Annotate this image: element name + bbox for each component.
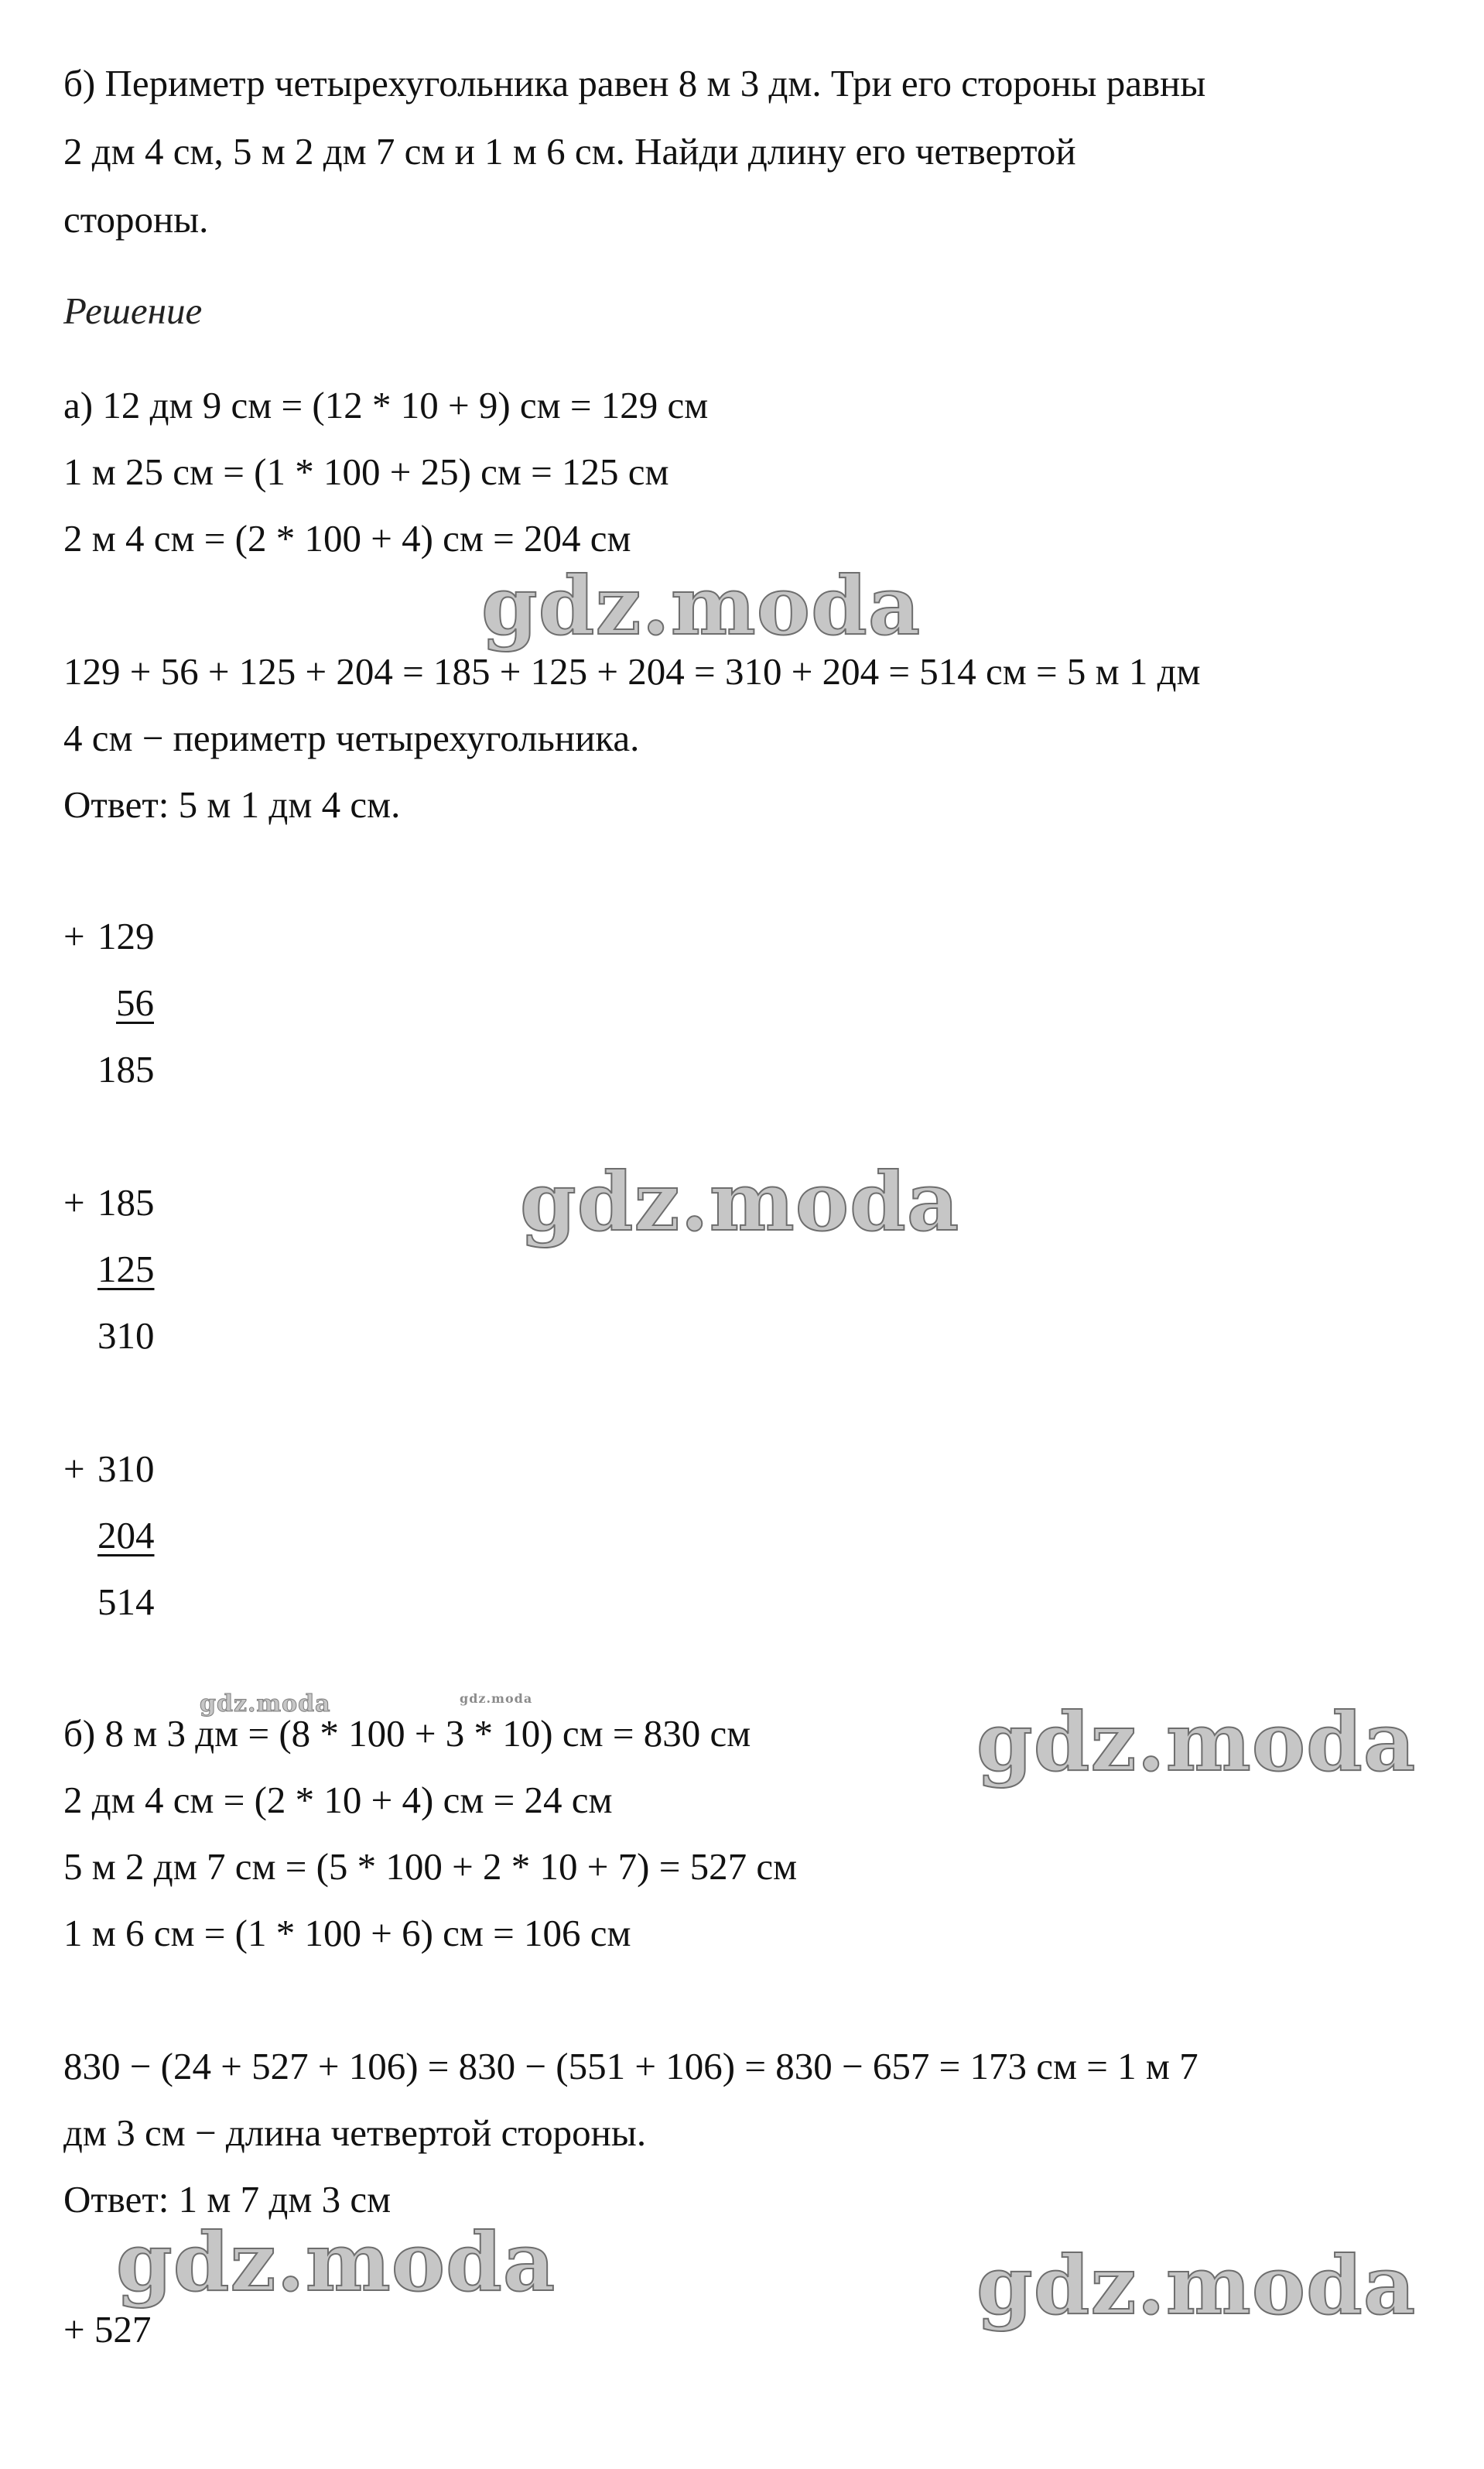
- watermark-6: gdz.moda: [200, 1690, 331, 1717]
- part-a-conversion-2: 1 м 25 см = (1 * 100 + 25) см = 125 см: [63, 450, 669, 493]
- problem-b-line-2: 2 дм 4 см, 5 м 2 дм 7 см и 1 м 6 см. Найди длину его четвертой: [63, 130, 1076, 173]
- column-2-result: 310: [97, 1314, 155, 1357]
- problem-b-line-1: б) Периметр четырехугольника равен 8 м 3 дм. Три его стороны равны: [63, 62, 1206, 104]
- watermark-3: gdz.moda: [976, 1694, 1417, 1789]
- part-b-conversion-2: 2 дм 4 см = (2 * 10 + 4) см = 24 см: [63, 1779, 613, 1821]
- column-1-addend-b: 56: [116, 981, 154, 1024]
- part-b-calc-line-2: дм 3 см − длина четвертой стороны.: [63, 2111, 647, 2154]
- part-b-column-start: + 527: [63, 2308, 152, 2351]
- watermark-2: gdz.moda: [520, 1154, 960, 1249]
- watermark-5: gdz.moda: [976, 2238, 1417, 2333]
- column-3-operator: +: [63, 1447, 85, 1490]
- watermark-1: gdz.moda: [481, 558, 922, 653]
- column-1-result: 185: [97, 1048, 155, 1091]
- column-3-addend-a: 310: [97, 1447, 155, 1490]
- column-2-addend-a: 185: [97, 1181, 155, 1224]
- column-1-addend-a: 129: [97, 915, 155, 957]
- part-a-conversion-1: а) 12 дм 9 см = (12 * 10 + 9) см = 129 см: [63, 384, 709, 426]
- part-a-sum-line-1: 129 + 56 + 125 + 204 = 185 + 125 + 204 = 310 + 204 = 514 см = 5 м 1 дм: [63, 650, 1201, 693]
- column-1-operator: +: [63, 915, 85, 957]
- problem-b-line-3: стороны.: [63, 198, 209, 241]
- part-b-answer: Ответ: 1 м 7 дм 3 см: [63, 2178, 392, 2221]
- watermark-4: gdz.moda: [116, 2214, 556, 2310]
- part-a-answer: Ответ: 5 м 1 дм 4 см.: [63, 783, 401, 826]
- column-2-addend-b: 125: [97, 1248, 155, 1290]
- column-3-addend-b: 204: [97, 1514, 155, 1556]
- watermark-7: gdz.moda: [460, 1691, 533, 1706]
- part-b-conversion-3: 5 м 2 дм 7 см = (5 * 100 + 2 * 10 + 7) = 527 см: [63, 1845, 798, 1888]
- part-b-conversion-4: 1 м 6 см = (1 * 100 + 6) см = 106 см: [63, 1912, 631, 1954]
- part-b-conversion-1: б) 8 м 3 дм = (8 * 100 + 3 * 10) см = 830 см: [63, 1712, 751, 1755]
- part-b-calc-line-1: 830 − (24 + 527 + 106) = 830 − (551 + 106) = 830 − 657 = 173 см = 1 м 7: [63, 2045, 1198, 2087]
- column-2-operator: +: [63, 1181, 85, 1224]
- part-a-conversion-3: 2 м 4 см = (2 * 100 + 4) см = 204 см: [63, 517, 631, 560]
- part-a-sum-line-2: 4 см − периметр четырехугольника.: [63, 717, 640, 759]
- column-3-result: 514: [97, 1580, 155, 1623]
- solution-heading: Решение: [63, 289, 203, 332]
